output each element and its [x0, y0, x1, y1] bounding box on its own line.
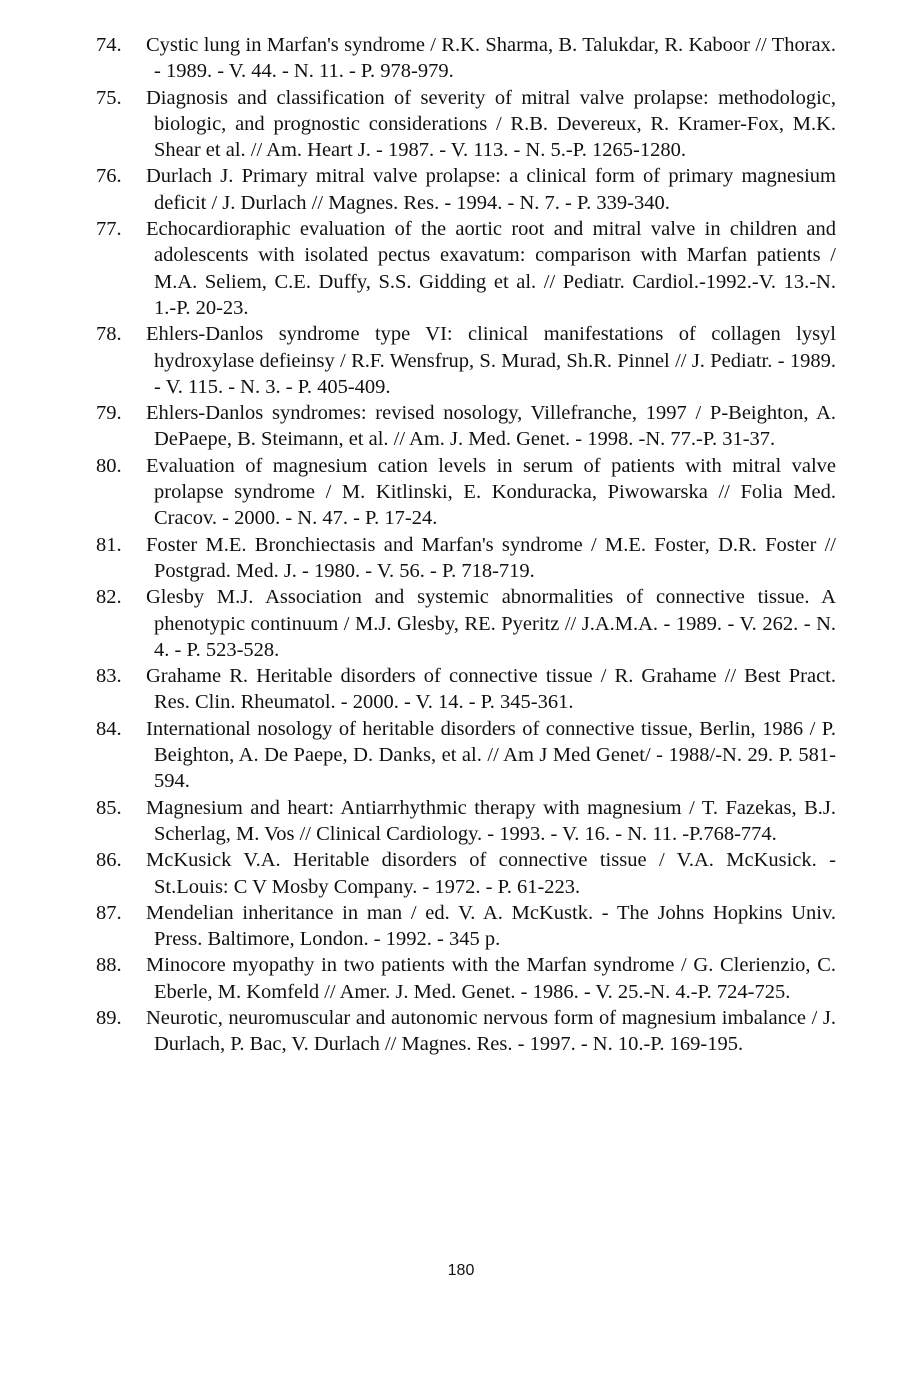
reference-text: Echocardioraphic evaluation of the aortic root and mitral valve in children and adolescents with isolated pectus exavatum: comparison with Marfan patients / M.A. Seliem, C.E. Duffy, S.S. Gidding et al. // Pediatr. Cardiol.-1992.-V. 13.-N. 1.-P. 20-23. [146, 218, 836, 319]
reference-item [96, 795, 836, 848]
reference-item [96, 453, 836, 532]
reference-number: 87. [96, 901, 122, 924]
reference-number: 75. [96, 86, 122, 109]
reference-text: Magnesium and heart: Antiarrhythmic therapy with magnesium / T. Fazekas, B.J. Scherlag, M. Vos // Clinical Cardiology. - 1993. - V. 16. - N. 11. -P.768-774. [146, 796, 836, 845]
reference-number: 86. [96, 849, 122, 872]
reference-text: Cystic lung in Marfan's syndrome / R.K. Sharma, B. Talukdar, R. Kaboor // Thorax. - 1989. - V. 44. - N. 11. - P. 978-979. [146, 34, 836, 83]
reference-item [96, 584, 836, 663]
reference-number: 78. [96, 323, 122, 346]
reference-number: 81. [96, 533, 122, 556]
reference-text: Ehlers-Danlos syndromes: revised nosology, Villefranche, 1997 / P-Beighton, A. DePaepe, B. Steimann, et al. // Am. J. Med. Genet. - 1998. -N. 77.-P. 31-37. [146, 402, 836, 451]
reference-item [96, 321, 836, 400]
reference-number: 83. [96, 665, 122, 688]
reference-item [96, 532, 836, 585]
reference-item [96, 1005, 836, 1058]
reference-number: 85. [96, 796, 122, 819]
reference-text: Durlach J. Primary mitral valve prolapse: a clinical form of primary magnesium deficit / J. Durlach // Magnes. Res. - 1994. - N. 7. - P. 339-340. [146, 165, 836, 214]
reference-item [96, 216, 836, 321]
reference-number: 76. [96, 165, 122, 188]
reference-text: Evaluation of magnesium cation levels in serum of patients with mitral valve prolapse syndrome / M. Kitlinski, E. Konduracka, Piwowarska // Folia Med. Cracov. - 2000. - N. 47. - P. 17-24. [146, 454, 836, 530]
reference-list [96, 32, 836, 1058]
reference-text: Glesby M.J. Association and systemic abnormalities of connective tissue. A phenotypic continuum / M.J. Glesby, RE. Pyeritz // J.A.M.A. - 1989. - V. 262. - N. 4. - P. 523-528. [146, 586, 836, 661]
reference-number: 80. [96, 454, 122, 477]
reference-text: Grahame R. Heritable disorders of connective tissue / R. Grahame // Best Pract. Res. Clin. Rheumatol. - 2000. - V. 14. - P. 345-361. [146, 665, 836, 714]
reference-item [96, 716, 836, 795]
reference-item [96, 400, 836, 453]
reference-item [96, 32, 836, 85]
reference-item [96, 85, 836, 164]
reference-number: 84. [96, 717, 122, 740]
reference-number: 88. [96, 954, 122, 977]
reference-item [96, 952, 836, 1005]
reference-text: Foster M.E. Bronchiectasis and Marfan's syndrome / M.E. Foster, D.R. Foster // Postgrad. Med. J. - 1980. - V. 56. - P. 718-719. [146, 533, 836, 582]
reference-item [96, 847, 836, 900]
reference-number: 89. [96, 1006, 122, 1029]
reference-text: Minocore myopathy in two patients with the Marfan syndrome / G. Clerienzio, C. Eberle, M. Komfeld // Amer. J. Med. Genet. - 1986. - V. 25.-N. 4.-P. 724-725. [146, 954, 836, 1003]
reference-number: 74. [96, 34, 122, 56]
reference-text: Neurotic, neuromuscular and autonomic nervous form of magnesium imbalance / J. Durlach, P. Bac, V. Durlach // Magnes. Res. - 1997. - N. 10.-P. 169-195. [146, 1006, 836, 1056]
reference-item [96, 163, 836, 216]
reference-number: 77. [96, 218, 122, 241]
reference-text: International nosology of heritable disorders of connective tissue, Berlin, 1986 / P. Beighton, A. De Paepe, D. Danks, et al. // Am J Med Genet/ - 1988/-N. 29. P. 581-594. [146, 717, 836, 793]
page-number: 180 [447, 1262, 475, 1279]
reference-item [96, 900, 836, 953]
reference-text: Diagnosis and classification of severity of mitral valve prolapse: methodologic, biologic, and prognostic considerations / R.B. Devereux, R. Kramer-Fox, M.K. Shear et al. // Am. Heart J. - 1987. - V. 113. - N. 5.-P. 1265-1280. [146, 86, 836, 162]
reference-item [96, 663, 836, 716]
reference-number: 79. [96, 402, 122, 425]
reference-text: Mendelian inheritance in man / ed. V. A. McKustk. - The Johns Hopkins Univ. Press. Baltimore, London. - 1992. - 345 p. [146, 901, 836, 951]
reference-text: McKusick V.A. Heritable disorders of connective tissue / V.A. McKusick. - St.Louis: C V Mosby Company. - 1972. - P. 61-223. [146, 849, 836, 898]
reference-text: Ehlers-Danlos syndrome type VI: clinical manifestations of collagen lysyl hydroxylase defieinsy / R.F. Wensfrup, S. Murad, Sh.R. Pinnel // J. Pediatr. - 1989. - V. 115. - N. 3. - P. 405-409. [146, 323, 836, 398]
reference-number: 82. [96, 586, 122, 609]
